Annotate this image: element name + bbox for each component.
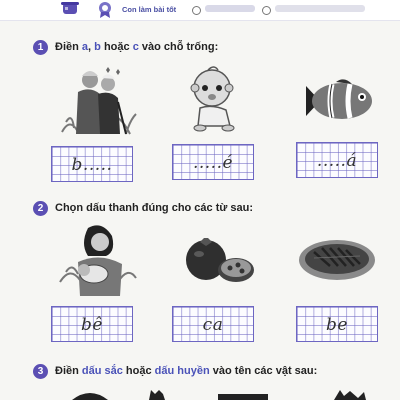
rating-radio-2[interactable] xyxy=(262,6,271,15)
ribbon-icon xyxy=(97,1,113,19)
writing-box-1[interactable] xyxy=(51,146,133,182)
section-number-2: 2 xyxy=(33,201,48,216)
partial-picture-4 xyxy=(330,388,370,400)
word-be: be xyxy=(326,315,348,335)
rating-radio-1[interactable] xyxy=(192,6,201,15)
writing-box-2[interactable] xyxy=(172,144,254,180)
section-number-1: 1 xyxy=(33,40,48,55)
header-faded-text xyxy=(205,5,255,12)
partial-picture-3 xyxy=(218,392,268,400)
pot-icon xyxy=(60,0,80,18)
partial-picture-2 xyxy=(145,388,169,400)
tomato-picture xyxy=(182,232,258,284)
header-strip xyxy=(0,0,400,21)
writing-box-6[interactable] xyxy=(296,306,378,342)
grandparents-picture xyxy=(60,62,138,140)
word-be-accent: bê xyxy=(81,315,103,335)
dish-picture xyxy=(296,234,378,282)
word-ca: ca xyxy=(202,315,224,335)
header-faded-text-2 xyxy=(275,5,365,12)
writing-box-5[interactable] xyxy=(172,306,254,342)
mother-baby-picture xyxy=(58,222,138,298)
baby-picture xyxy=(186,64,242,136)
section-2-instruction: Chọn dấu thanh đúng cho các từ sau: xyxy=(55,202,254,214)
section-3-instruction: Điền dấu sắc hoặc dấu huyền vào tên các vật sau: xyxy=(55,365,318,377)
word-blank-1: b..... xyxy=(71,155,113,175)
writing-box-3[interactable] xyxy=(296,142,378,178)
writing-box-4[interactable] xyxy=(51,306,133,342)
section-number-3: 3 xyxy=(33,364,48,379)
section-1-instruction: Điền a, b hoặc c vào chỗ trống: xyxy=(55,41,219,53)
header-caption: Con làm bài tốt xyxy=(122,5,177,14)
word-blank-2: .....é xyxy=(192,153,234,173)
word-blank-3: .....á xyxy=(316,151,358,171)
partial-picture-1 xyxy=(70,390,110,400)
fish-picture xyxy=(300,76,378,126)
